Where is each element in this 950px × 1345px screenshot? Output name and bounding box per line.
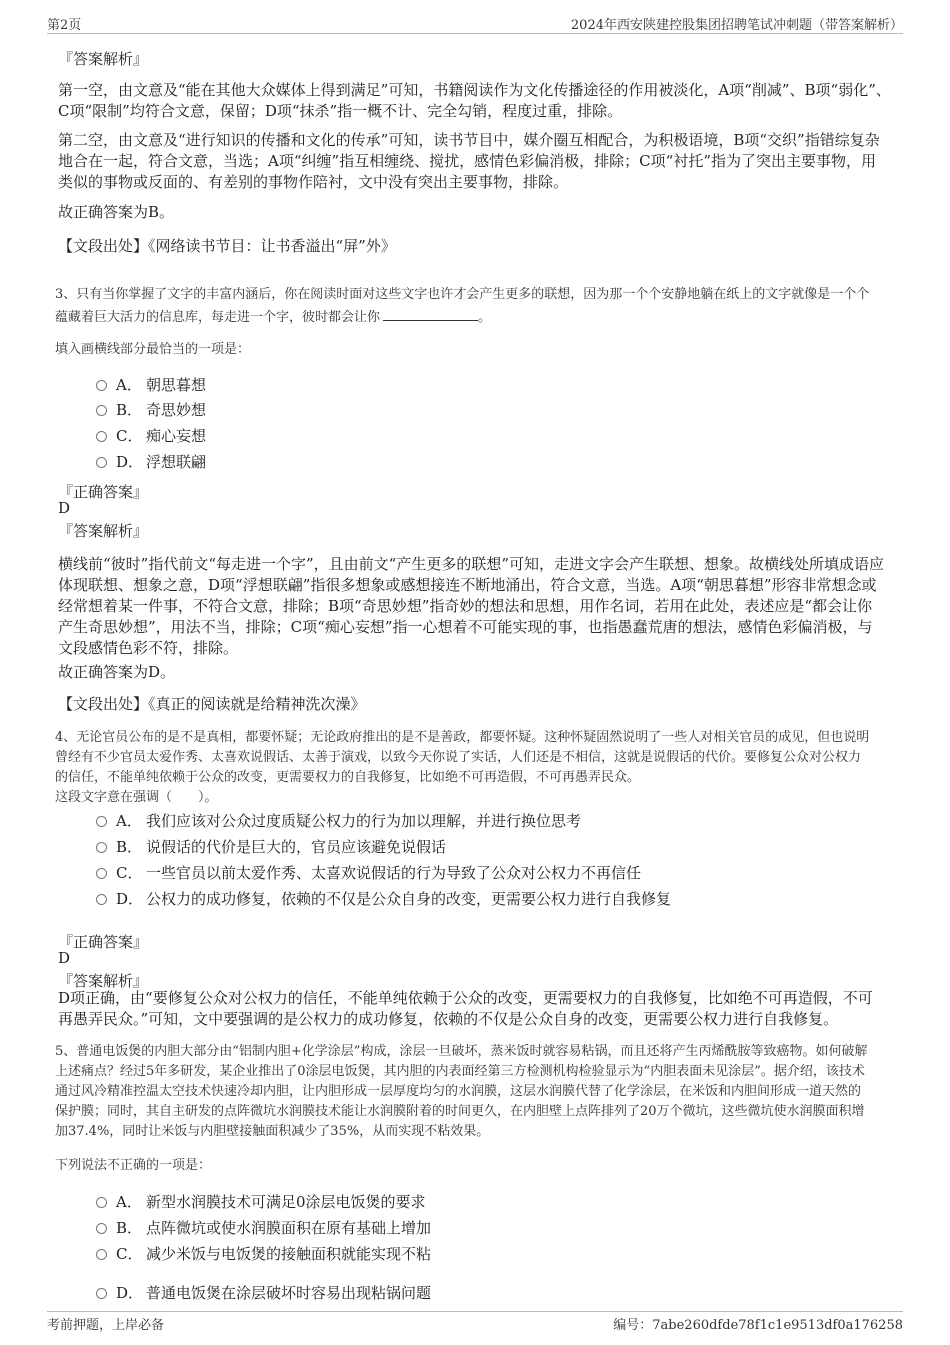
page-number: 第2页 [47, 18, 82, 33]
option-text: 奇思妙想 [146, 400, 207, 419]
radio-icon[interactable] [96, 405, 107, 416]
option-letter: C． [116, 863, 143, 882]
analysis-line: 文段感情色彩不符，排除。 [58, 639, 239, 657]
correct-answer-label: 『正确答案』 [58, 933, 149, 951]
question-prompt: 填入画横线部分最恰当的一项是： [55, 342, 251, 357]
source-citation: 【文段出处】《真正的阅读就是给精神洗次澡》 [58, 695, 366, 713]
header-divider [47, 33, 903, 34]
option-text: 说假话的代价是巨大的，官员应该避免说假话 [146, 837, 447, 856]
option-letter: B． [116, 1218, 143, 1237]
radio-icon[interactable] [96, 1197, 107, 1208]
option-c[interactable] [96, 1243, 431, 1263]
analysis-line: 横线前“彼时”指代前文“每走进一个字”，且由前文“产生更多的联想”可知，走进文字会产生联想、想象。故横线处所填成语应 [58, 555, 885, 573]
analysis-line: D项正确，由“要修复公众对公权力的信任，不能单纯依赖于公众的改变，更需要权力的自我修复，比如绝不可再造假，不可 [58, 989, 873, 1007]
option-letter: B． [116, 837, 143, 856]
conclusion: 故正确答案为D。 [58, 663, 176, 681]
option-letter: D． [116, 1283, 144, 1302]
radio-icon[interactable] [96, 868, 107, 879]
option-letter: A． [116, 1192, 142, 1211]
option-d[interactable] [96, 451, 206, 471]
analysis-line: 地合在一起，符合文意，当选；A项“纠缠”指互相缠绕、搅扰，感情色彩偏消极，排除；C项“衬托”指为了突出主要事物，用 [58, 152, 876, 170]
analysis-line: 再愚弄民众。”可知，文中要强调的是公权力的成功修复，依赖的不仅是公众自身的改变，更需要公权力进行自我修复。 [58, 1010, 839, 1028]
radio-icon[interactable] [96, 1288, 107, 1299]
radio-icon[interactable] [96, 431, 107, 442]
question-stem: 3、只有当你掌握了文字的丰富内涵后，你在阅读时面对这些文字也许才会产生更多的联想，因为那一个个安静地躺在纸上的文字就像是一个个 [55, 287, 870, 302]
question-stem: 曾经有不少官员太爱作秀、太喜欢说假话、太善于演戏，以致今天你说了实话，人们还是不相信，这就是说假话的代价。要修复公众对公权力 [55, 750, 862, 765]
document-code: 编号：7abe260dfde78f1c1e9513df0a176258 [613, 1318, 903, 1333]
footer-slogan: 考前押题，上岸必备 [47, 1318, 165, 1333]
answer-analysis-label: 『答案解析』 [58, 972, 149, 990]
option-a[interactable] [96, 1191, 426, 1211]
document-title: 2024年西安陕建控股集团招聘笔试冲刺题（带答案解析） [570, 18, 903, 33]
question-stem: 加37.4%，同时让米饭与内胆壁接触面积减少了35%，从而实现不粘效果。 [55, 1124, 490, 1139]
option-text: 点阵微坑或使水润膜面积在原有基础上增加 [146, 1218, 432, 1237]
option-letter: B． [116, 400, 143, 419]
option-text: 普通电饭煲在涂层破坏时容易出现粘锅问题 [146, 1283, 432, 1302]
radio-icon[interactable] [96, 842, 107, 853]
option-letter: A． [116, 375, 142, 394]
option-a[interactable] [96, 374, 206, 394]
correct-answer-label: 『正确答案』 [58, 483, 149, 501]
question-stem-end: 。 [478, 310, 492, 325]
option-text: 我们应该对公众过度质疑公权力的行为加以理解，并进行换位思考 [146, 811, 582, 830]
analysis-line: 产生奇思妙想”，用法不当，排除；C项“痴心妄想”指一心想着不可能实现的事，也指愚蠢荒唐的想法，感情色彩偏消极，与 [58, 618, 873, 636]
correct-answer: D [58, 499, 71, 517]
answer-analysis-label: 『答案解析』 [58, 50, 149, 68]
analysis-line: 第一空，由文意及“能在其他大众媒体上得到满足”可知，书籍阅读作为文化传播途径的作用被淡化，A项“削减”、B项“弱化”、 [58, 81, 891, 99]
option-d[interactable] [96, 888, 671, 908]
option-c[interactable] [96, 862, 641, 882]
radio-icon[interactable] [96, 457, 107, 468]
question-prompt: 下列说法不正确的一项是： [55, 1158, 212, 1173]
source-citation: 【文段出处】《网络读书节目：让书香溢出“屏”外》 [58, 237, 396, 255]
option-text: 浮想联翩 [146, 452, 207, 471]
question-stem-text: 蕴藏着巨大活力的信息库，每走进一个字，彼时都会让你 [55, 310, 381, 325]
radio-icon[interactable] [96, 1223, 107, 1234]
option-text: 痴心妄想 [146, 426, 207, 445]
analysis-line: 经常想着某一件事，不符合文意，排除；B项“奇思妙想”指奇妙的想法和思想，用作名词，若用在此处，表述应是“都会让你 [58, 597, 873, 615]
option-b[interactable] [96, 399, 206, 419]
correct-answer: D [58, 949, 71, 967]
analysis-line: 体现联想、想象之意，D项“浮想联翩”指很多想象或感想接连不断地涌出，符合文意，当选。A项“朝思暮想”形容非常想念或 [58, 576, 877, 594]
question-stem: 上述痛点？经过5年多研发，某企业推出了0涂层电饭煲，其内胆的内表面经第三方检测机构检验显示为“内胆表面未见涂层”。据介绍，该技术 [55, 1064, 865, 1079]
option-b[interactable] [96, 1217, 431, 1237]
question-stem: 的信任，不能单纯依赖于公众的改变，更需要权力的自我修复，比如绝不可再造假，不可再愚弄民众。 [55, 770, 641, 785]
radio-icon[interactable] [96, 380, 107, 391]
option-text: 新型水润膜技术可满足0涂层电饭煲的要求 [146, 1192, 426, 1211]
option-text: 朝思暮想 [146, 375, 207, 394]
question-stem [55, 306, 491, 328]
option-text: 减少米饭与电饭煲的接触面积就能实现不粘 [146, 1244, 432, 1263]
question-stem: 5、普通电饭煲的内胆大部分由“铝制内胆+化学涂层”构成，涂层一旦破坏，蒸米饭时就容易粘锅，而且还将产生丙烯酰胺等致癌物。如何破解 [55, 1044, 868, 1059]
option-d[interactable] [96, 1282, 431, 1302]
question-stem: 4、无论官员公布的是不是真相，都要怀疑；无论政府推出的是不是善政，都要怀疑。这种怀疑固然说明了一些人对相关官员的成见，但也说明 [55, 730, 870, 745]
analysis-line: 第二空，由文意及“进行知识的传播和文化的传承”可知，读书节目中，媒介圈互相配合，为积极语境，B项“交织”指错综复杂 [58, 131, 880, 149]
option-c[interactable] [96, 425, 206, 445]
option-b[interactable] [96, 836, 446, 856]
option-letter: C． [116, 1244, 143, 1263]
analysis-line: 类似的事物或反面的、有差别的事物作陪衬，文中没有突出主要事物，排除。 [58, 173, 569, 191]
option-letter: C． [116, 426, 143, 445]
radio-icon[interactable] [96, 894, 107, 905]
conclusion: 故正确答案为B。 [58, 203, 175, 221]
option-a[interactable] [96, 810, 581, 830]
fill-blank [383, 306, 478, 321]
option-text: 公权力的成功修复，依赖的不仅是公众自身的改变，更需要公权力进行自我修复 [146, 889, 672, 908]
option-text: 一些官员以前太爱作秀、太喜欢说假话的行为导致了公众对公权力不再信任 [146, 863, 642, 882]
footer-divider [47, 1311, 903, 1312]
question-stem: 这段文字意在强调（ ）。 [55, 790, 218, 805]
option-letter: A． [116, 811, 142, 830]
radio-icon[interactable] [96, 1249, 107, 1260]
question-stem: 通过风冷精准控温太空技术快速冷却内胆，让内胆形成一层厚度均匀的水润膜，这层水润膜代替了化学涂层，在米饭和内胆间形成一道天然的 [55, 1084, 862, 1099]
radio-icon[interactable] [96, 816, 107, 827]
question-stem: 保护膜；同时，其自主研发的点阵微坑水润膜技术能让水润膜附着的时间更久，在内胆壁上点阵排列了20万个微坑，这些微坑使水润膜面积增 [55, 1104, 865, 1119]
option-letter: D． [116, 889, 144, 908]
answer-analysis-label: 『答案解析』 [58, 522, 149, 540]
option-letter: D． [116, 452, 144, 471]
analysis-line: C项“限制”均符合文意，保留；D项“抹杀”指一概不计、完全勾销，程度过重，排除。 [58, 102, 623, 120]
